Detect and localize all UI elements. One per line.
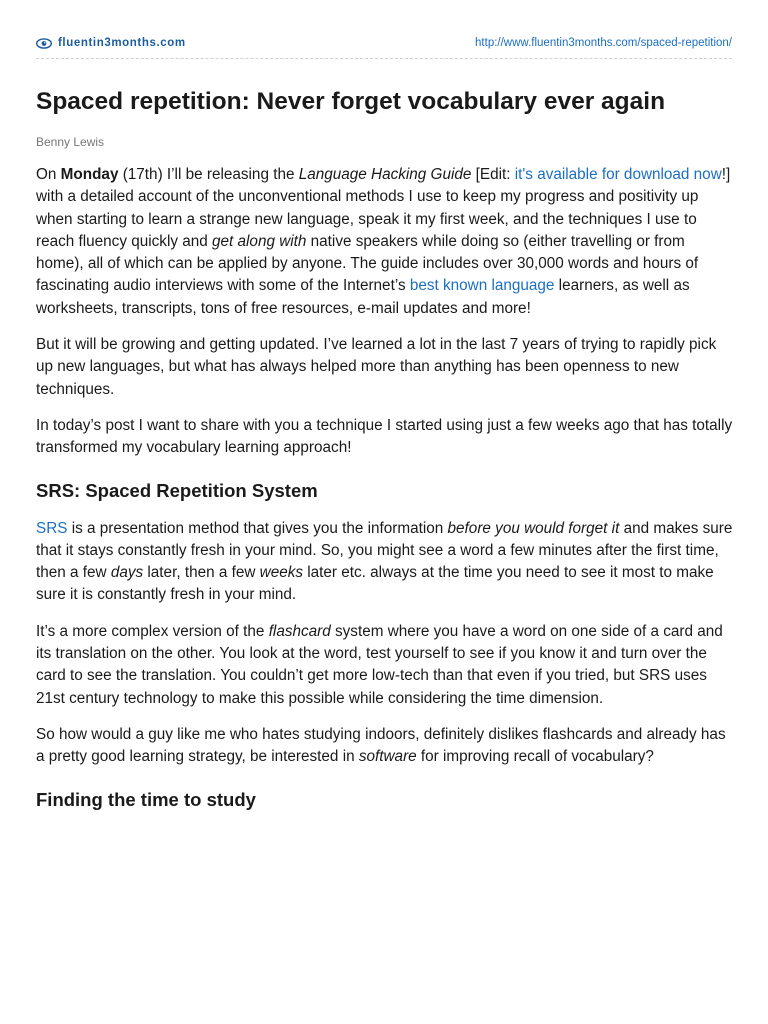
srs-link[interactable]: SRS <box>36 519 68 537</box>
text: [Edit: <box>471 166 515 183</box>
text: So how would a guy like me who hates studying indoors, definitely dislikes flashcards and already has a pretty good learning strategy, be interested in <box>36 725 726 766</box>
site-brand[interactable] <box>36 37 186 49</box>
emphasis-weeks: weeks <box>259 564 304 582</box>
eye-logo-icon <box>36 38 52 49</box>
emphasis-before-forget: before you would forget it <box>447 519 620 537</box>
text: !] with a detailed account of the unconventional methods I use to keep my progress and positivity up when starting to learn a strange new language, speak it my first week, and the techniques I use to reach fluency quickly and <box>36 166 731 250</box>
text: It’s a more complex version of the <box>36 622 269 640</box>
page-url-link[interactable]: http://www.fluentin3months.com/spaced-repetition/ <box>475 37 732 49</box>
emphasis-guide-title: Language Hacking Guide <box>298 166 472 183</box>
text: and makes sure that it stays constantly fresh in your mind. So, you might see a word a few minutes after the first time, then a few <box>36 519 733 582</box>
text: system where you have a word on one side of a card and its translation on the other. You look at the word, test yourself to see if you know it and turn over the card to see the translation. You couldn’t get more low-tech than that even if you tried, but SRS uses 21st century technology to make this possible while considering the time dimension. <box>36 622 723 707</box>
article <box>36 84 736 812</box>
paragraph-srs <box>36 518 736 607</box>
page-header <box>36 34 732 52</box>
text: On <box>36 166 61 183</box>
site-name: fluentin3months.com <box>58 37 186 49</box>
paragraph-flashcard <box>36 621 736 710</box>
text: (17th) I’ll be releasing the <box>118 166 299 183</box>
text: for improving recall of vocabulary? <box>416 748 654 766</box>
text: learners, as well as worksheets, transcripts, tons of free resources, e-mail updates and more! <box>36 277 690 317</box>
emphasis-monday: Monday <box>60 166 119 183</box>
article-author: Benny Lewis <box>36 135 105 149</box>
text: later etc. always at the time you need to see it most to make sure it is constantly fresh in your mind. <box>36 564 714 604</box>
header-divider <box>36 58 732 59</box>
text: is a presentation method that gives you the information <box>67 519 448 537</box>
article-title: Spaced repetition: Never forget vocabulary ever again <box>36 88 666 115</box>
paragraph-software <box>36 724 736 769</box>
text: native speakers while doing so (either travelling or from home), all of which can be applied by anyone. The guide includes over 30,000 words and hours of fascinating audio interviews with some of the Internet’s <box>36 232 699 295</box>
paragraph-todays-post: In today’s post I want to share with you a technique I started using just a few weeks ago that has totally transformed my vocabulary learning approach! <box>36 416 733 457</box>
heading-finding-time: Finding the time to study <box>36 788 256 810</box>
paragraph-growing: But it will be growing and getting updated. I’ve learned a lot in the last 7 years of trying to rapidly pick up new languages, but what has always helped more than anything has been openness to new techniques. <box>36 336 717 398</box>
emphasis-software: software <box>358 748 417 766</box>
emphasis-days: days <box>110 564 144 582</box>
text: later, then a few <box>143 564 260 582</box>
paragraph-intro <box>36 164 736 320</box>
download-link[interactable]: it's available for download now <box>514 166 722 183</box>
emphasis-flashcard: flashcard <box>268 622 331 640</box>
heading-srs: SRS: Spaced Repetition System <box>36 479 318 501</box>
best-known-language-link[interactable]: best known language <box>409 277 555 295</box>
emphasis-get-along: get along with <box>212 232 307 250</box>
